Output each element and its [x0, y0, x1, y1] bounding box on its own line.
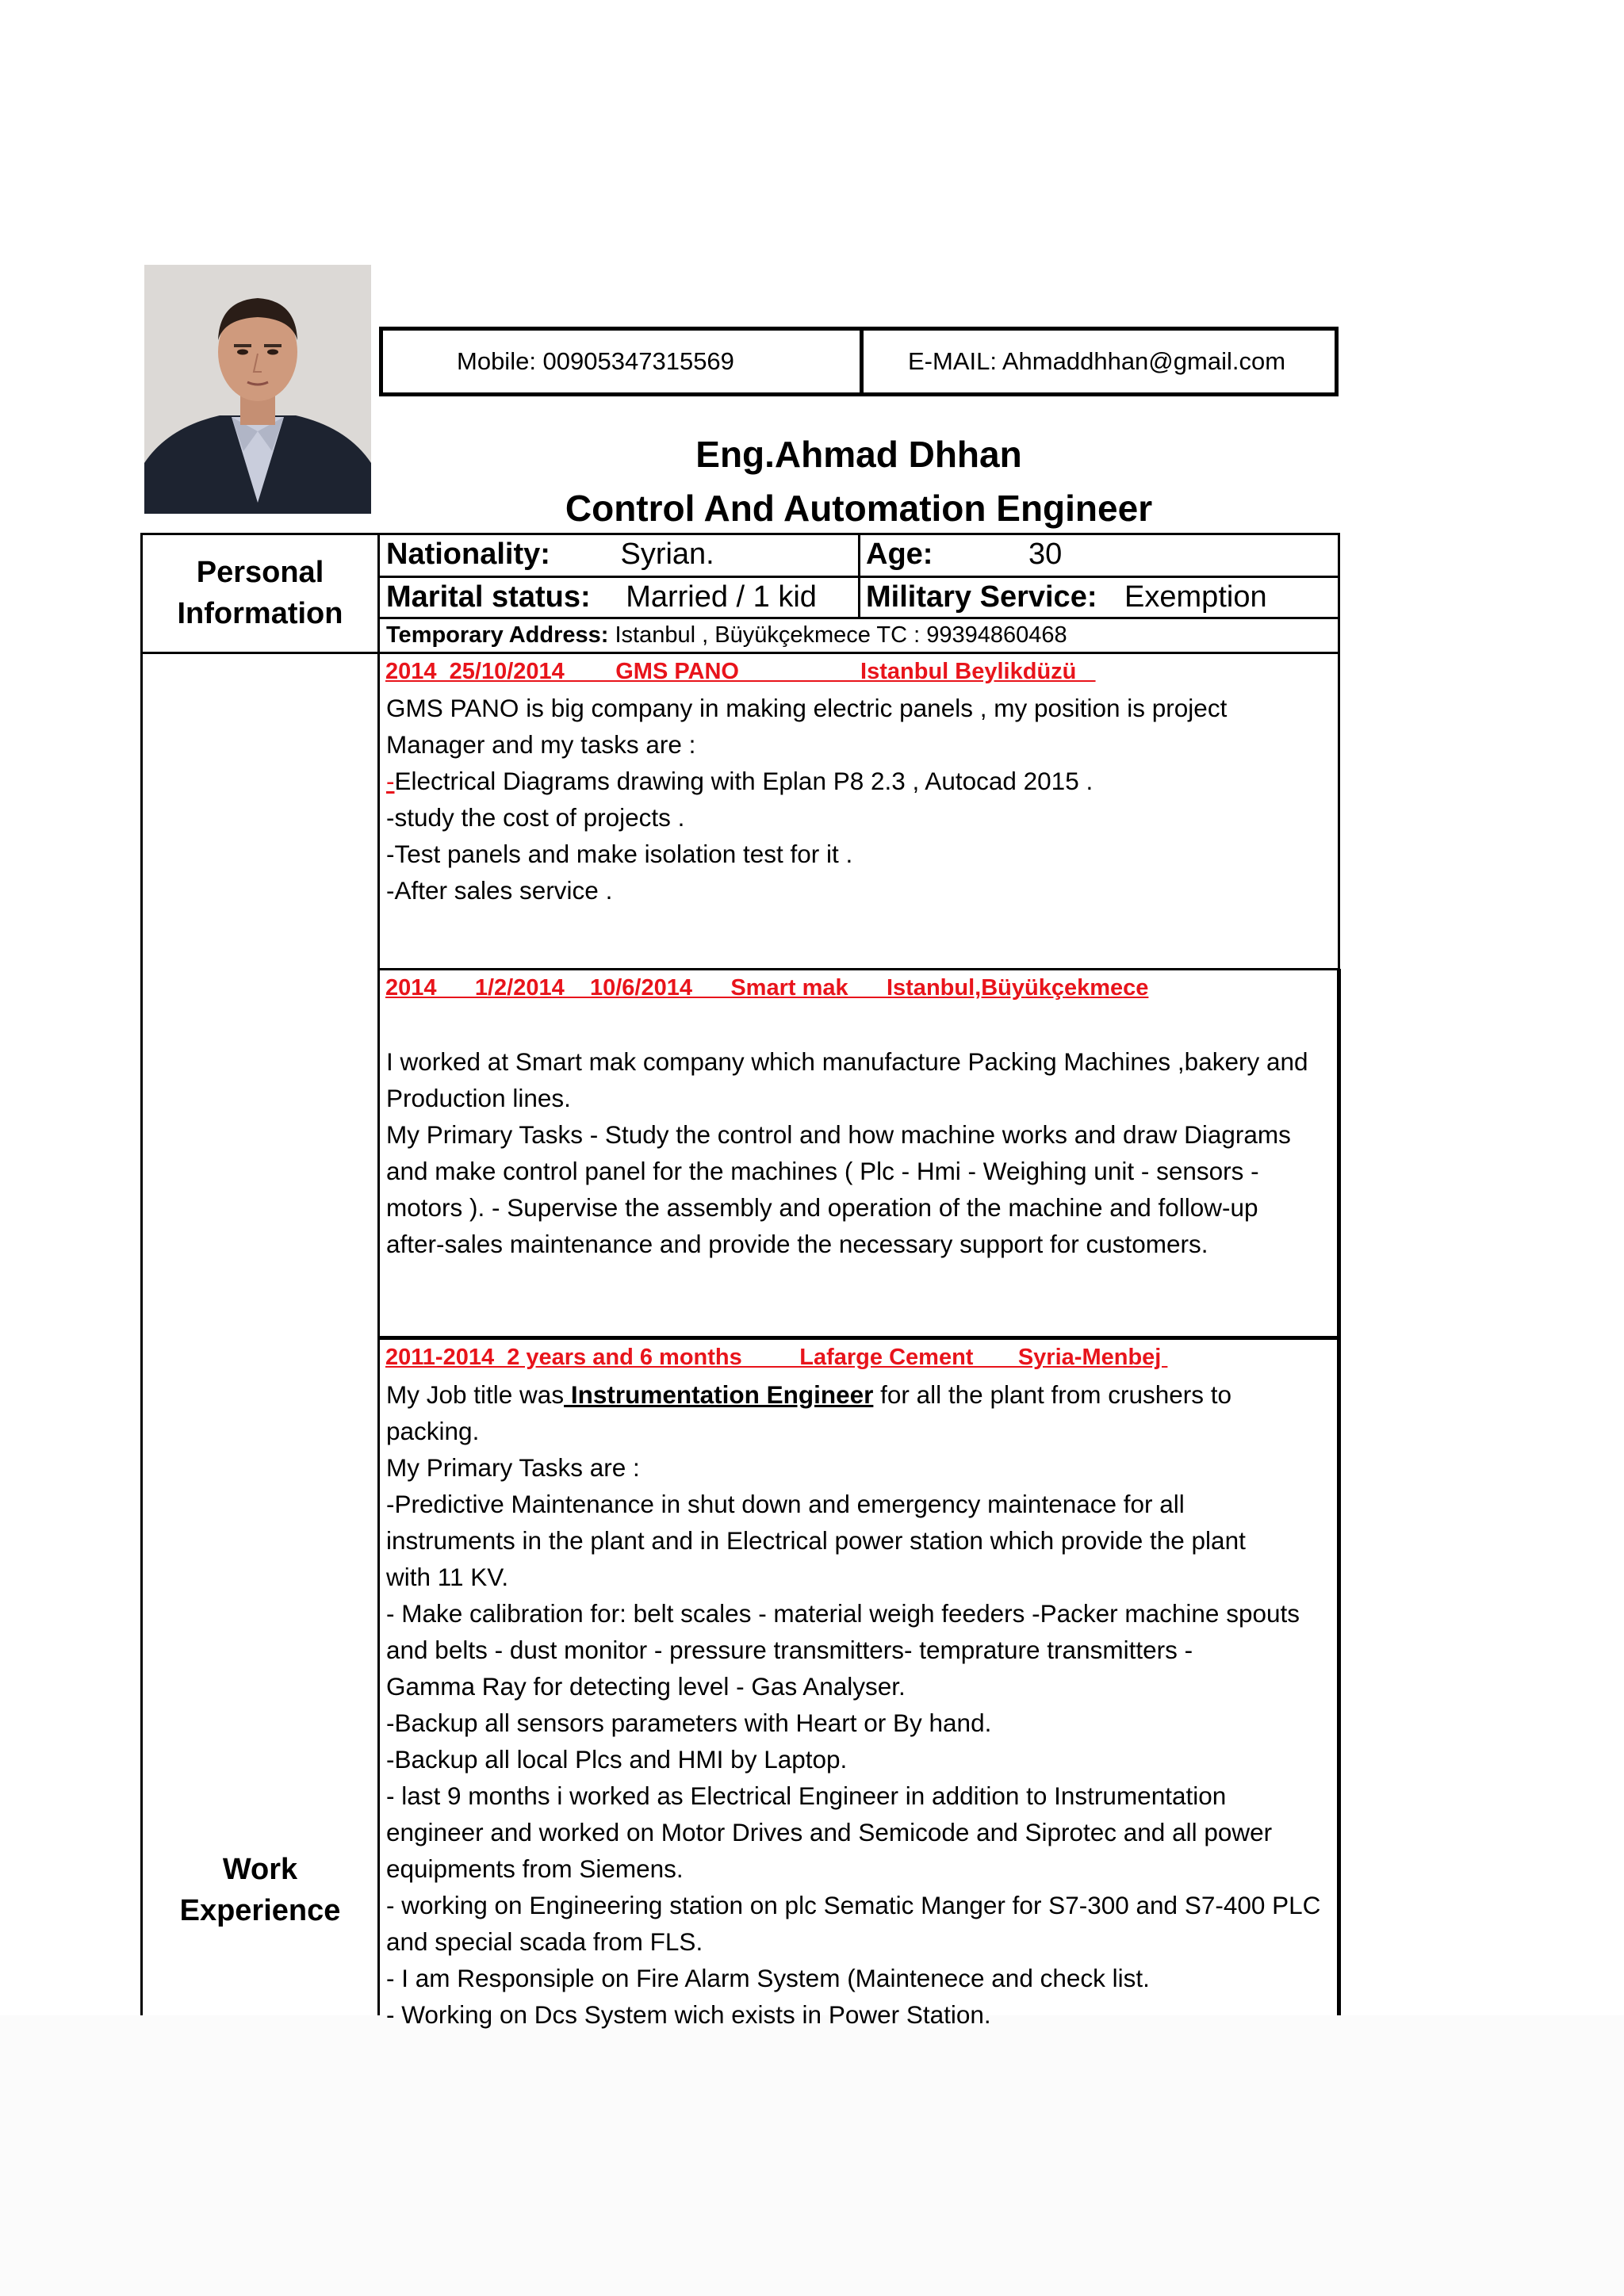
table-section-divider: [140, 652, 1340, 654]
marital-label: Marital status:: [386, 580, 591, 614]
job-line: Production lines.: [386, 1084, 571, 1112]
job-line: packing.: [386, 1417, 480, 1445]
table-left-border: [140, 533, 143, 2015]
job-line: and make control panel for the machines ( Plc - Hmi - Weighing unit - sensors -: [386, 1157, 1259, 1185]
table-top-border: [140, 533, 1340, 535]
job-line-text: Electrical Diagrams drawing with Eplan P8 2.3 , Autocad 2015 .: [394, 767, 1094, 795]
age-value: 30: [1028, 538, 1063, 571]
candidate-name: Eng.Ahmad Dhhan: [695, 434, 1022, 475]
personal-label-line2: Information: [177, 597, 343, 630]
page-lower-area: [0, 2015, 1624, 2296]
profile-photo: [144, 265, 371, 514]
job-header: 2014 1/2/2014 10/6/2014 Smart mak Istanbul,Büyükçekmece: [385, 975, 1149, 1001]
job-line: [386, 763, 1338, 799]
marital-row: [386, 577, 817, 617]
age-label: Age:: [866, 538, 933, 571]
job-line: -Test panels and make isolation test for it .: [386, 840, 853, 868]
address-label: Temporary Address:: [386, 622, 609, 648]
job-line: -After sales service .: [386, 876, 613, 905]
job-title-pre: My Job title was: [386, 1380, 565, 1409]
job-title-post: for all the plant from crushers to: [873, 1380, 1232, 1409]
work-label-line2: Experience: [179, 1894, 341, 1927]
work-label-line1: Work: [222, 1853, 298, 1886]
job-line: My Primary Tasks - Study the control and how machine works and draw Diagrams: [386, 1120, 1291, 1149]
work-experience-label: [143, 1849, 377, 1931]
job-line: - last 9 months i worked as Electrical Engineer in addition to Instrumentation: [386, 1781, 1227, 1810]
job-divider: [379, 968, 1340, 970]
job-header: 2014 25/10/2014 GMS PANO Istanbul Beylikdüzü: [385, 659, 1096, 684]
job-line: - Working on Dcs System wich exists in Power Station.: [386, 2000, 991, 2029]
job-line: - Make calibration for: belt scales - material weigh feeders -Packer machine spouts: [386, 1599, 1300, 1628]
job-description: [386, 1043, 1338, 1262]
job-line: motors ). - Supervise the assembly and operation of the machine and follow-up: [386, 1193, 1258, 1222]
address-value: Istanbul , Büyükçekmece TC : 99394860468: [608, 622, 1067, 648]
job-line: Gamma Ray for detecting level - Gas Analyser.: [386, 1672, 906, 1701]
job-line: - I am Responsiple on Fire Alarm System (Maintenece and check list.: [386, 1964, 1150, 1992]
job-divider-thick: [379, 1336, 1341, 1340]
military-row: [866, 577, 1267, 617]
marital-value: Married / 1 kid: [626, 580, 817, 614]
portrait-image: [144, 265, 371, 514]
red-dash: -: [386, 767, 395, 795]
job-line: Manager and my tasks are :: [386, 730, 696, 759]
job-line: -Backup all sensors parameters with Heart or By hand.: [386, 1709, 992, 1737]
military-label: Military Service:: [866, 580, 1097, 614]
job-title-line: [386, 1376, 1338, 1413]
table-right-border: [1338, 533, 1340, 972]
job-line: -study the cost of projects .: [386, 803, 685, 832]
job-description: [386, 1376, 1338, 2033]
personal-info-label: [143, 552, 377, 634]
job-title-emphasis: Instrumentation Engineer: [564, 1380, 874, 1409]
job-line: after-sales maintenance and provide the necessary support for customers.: [386, 1230, 1208, 1258]
job-line: My Primary Tasks are :: [386, 1453, 640, 1482]
job-line: instruments in the plant and in Electrical power station which provide the plant: [386, 1526, 1246, 1555]
job-line: equipments from Siemens.: [386, 1854, 684, 1883]
job-description: [386, 690, 1338, 909]
email-address: E-MAIL: Ahmaddhhan@gmail.com: [908, 347, 1286, 375]
job-line: -Predictive Maintenance in shut down and emergency maintenace for all: [386, 1490, 1185, 1518]
job-header: 2011-2014 2 years and 6 months Lafarge Cement Syria-Menbej: [385, 1345, 1168, 1370]
job-line: with 11 KV.: [386, 1563, 509, 1591]
job-title: Control And Automation Engineer: [565, 488, 1153, 529]
job-line: GMS PANO is big company in making electric panels , my position is project: [386, 694, 1228, 722]
personal-label-line1: Personal: [196, 556, 324, 589]
table-col-divider: [858, 533, 860, 617]
job-line: I worked at Smart mak company which manufacture Packing Machines ,bakery and: [386, 1047, 1308, 1076]
address-row: [386, 619, 1067, 651]
job-line: -Backup all local Plcs and HMI by Laptop.: [386, 1745, 848, 1774]
job-line: - working on Engineering station on plc Sematic Manger for S7-300 and S7-400 PLC: [386, 1891, 1321, 1919]
job-line: engineer and worked on Motor Drives and Semicode and Siprotec and all power: [386, 1818, 1273, 1846]
mobile-number: Mobile: 00905347315569: [383, 331, 864, 392]
job-line: and belts - dust monitor - pressure transmitters- temprature transmitters -: [386, 1636, 1193, 1664]
contact-box: [379, 327, 1339, 396]
job-line: and special scada from FLS.: [386, 1927, 703, 1956]
table-label-column-border: [377, 533, 380, 2015]
nationality-value: Syrian.: [620, 538, 714, 571]
nationality-label: Nationality:: [386, 538, 550, 571]
age-row: [866, 534, 1062, 574]
nationality-row: [386, 534, 714, 574]
military-value: Exemption: [1124, 580, 1267, 614]
